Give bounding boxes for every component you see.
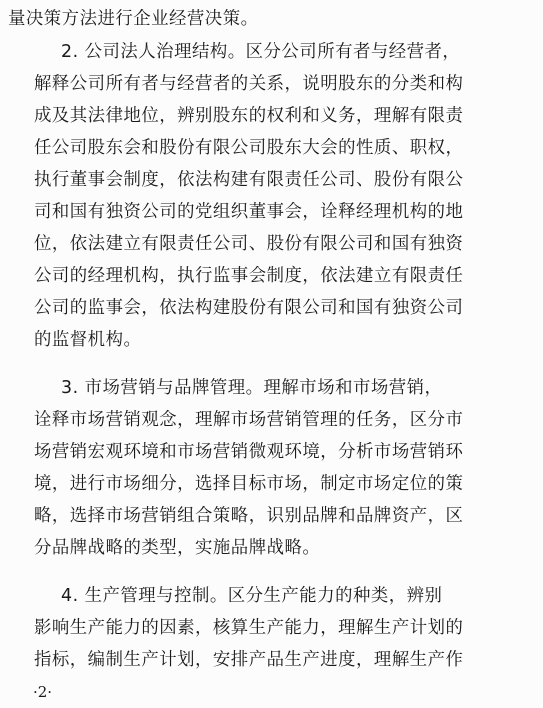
text-line: 的监督机构。 <box>34 330 142 350</box>
text-line: 分品牌战略的类型，实施品牌战略。 <box>34 538 321 558</box>
text-line: 解释公司所有者与经营者的关系，说明股东的分类和构 <box>34 74 464 94</box>
text-line: 公司的监事会，依法构建股份有限公司和国有独资公司 <box>34 298 464 318</box>
text-line: 场营销宏观环境和市场营销微观环境，分析市场营销环 <box>34 442 464 462</box>
section-heading-line: 3. 市场营销与品牌管理。理解市场和市场营销， <box>61 378 443 398</box>
text-line: 量决策方法进行企业经营决策。 <box>8 9 259 29</box>
section-heading-line: 2. 公司法人治理结构。区分公司所有者与经营者， <box>61 42 461 62</box>
text-line: 位，依法建立有限责任公司、股份有限公司和国有独资 <box>34 234 464 254</box>
page-number: ·2· <box>33 683 53 701</box>
text-line: 诠释市场营销观念，理解市场营销管理的任务，区分市 <box>34 410 464 430</box>
text-line: 境，进行市场细分，选择目标市场，制定市场定位的策 <box>34 474 464 494</box>
text-line: 公司的经理机构，执行监事会制度，依法建立有限责任 <box>34 266 464 286</box>
text-line: 略，选择市场营销组合策略，识别品牌和品牌资产，区 <box>34 506 464 526</box>
text-line: 成及其法律地位，辨别股东的权利和义务，理解有限责 <box>34 106 464 126</box>
text-line: 指标，编制生产计划，安排产品生产进度，理解生产作 <box>34 650 464 670</box>
section-heading-line: 4. 生产管理与控制。区分生产能力的种类，辨别 <box>61 586 443 606</box>
text-line: 司和国有独资公司的党组织董事会，诠释经理机构的地 <box>34 202 464 222</box>
text-line: 执行董事会制度，依法构建有限责任公司、股份有限公 <box>34 170 464 190</box>
text-line: 任公司股东会和股份有限公司股东大会的性质、职权， <box>34 138 464 158</box>
text-line: 影响生产能力的因素，核算生产能力，理解生产计划的 <box>34 618 464 638</box>
